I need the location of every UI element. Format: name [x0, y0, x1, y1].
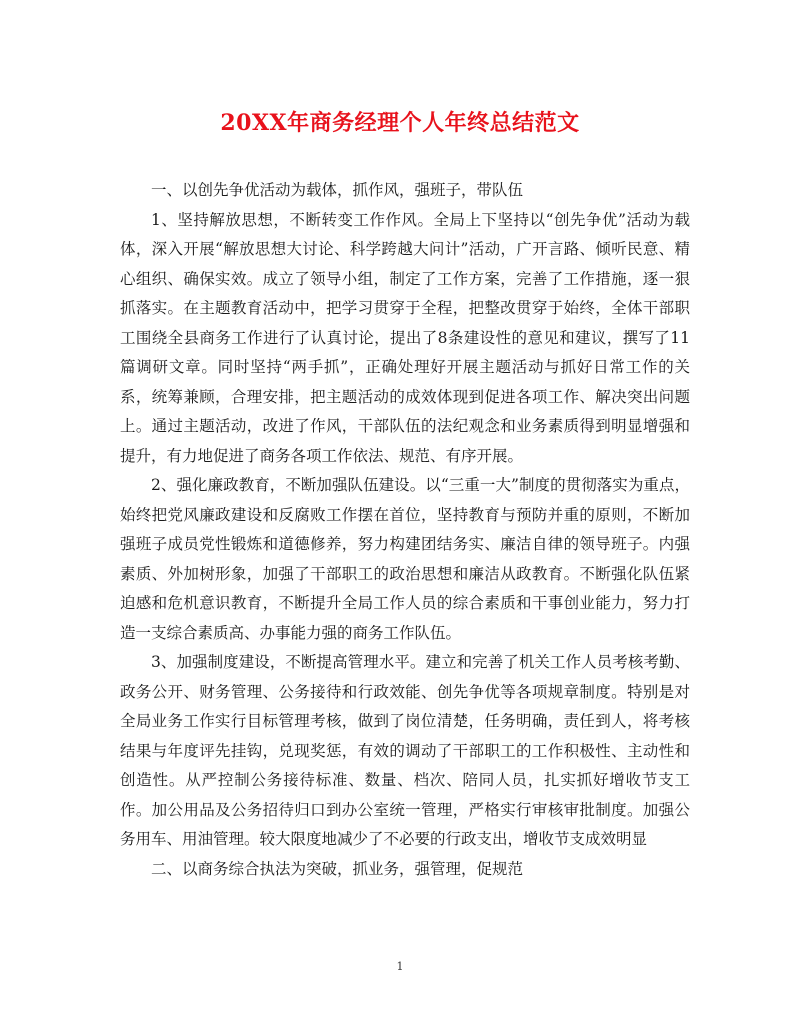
section-heading-2: 二、以商务综合执法为突破，抓业务，强管理，促规范	[151, 859, 524, 878]
document-title: 20XX年商务经理个人年终总结范文	[220, 110, 580, 136]
paragraph-2: 2、强化廉政教育，不断加强队伍建设。以“三重一大”制度的贯彻落实为重点，始终把党风廉政建设和反腐败工作摆在首位，坚持教育与预防并重的原则，不断加强班子成员党性锻炼和道德修养，努力构建团结务实、廉洁自律的领导班子。内强素质、外加树形象，加强了干部职工的政治思想和廉洁从政教育。不断强化队伍紧迫感和危机意识教育，不断提升全局工作人员的综合素质和干事创业能力，努力打造一支综合素质高、办事能力强的商务工作队伍。	[120, 476, 690, 642]
section-heading-1: 一、以创先争优活动为载体，抓作风，强班子，带队伍	[151, 181, 524, 199]
document-body	[120, 176, 690, 884]
page-number: 1	[396, 960, 404, 973]
paragraph-3: 3、加强制度建设，不断提高管理水平。建立和完善了机关工作人员考核考勤、政务公开、财务管理、公务接待和行政效能、创先争优等各项规章制度。特别是对全局业务工作实行目标管理考核，做到了岗位清楚，任务明确，责任到人，将考核结果与年度评先挂钩，兑现奖惩，有效的调动了干部职工的工作积极性、主动性和创造性。从严控制公务接待标准、数量、档次、陪同人员，扎实抓好增收节支工作。加公用品及公务招待归口到办公室统一管理，严格实行审核审批制度。加强公务用车、用油管理。较大限度地减少了不必要的行政支出，增收节支成效明显	[120, 653, 690, 848]
paragraph-1: 1、坚持解放思想，不断转变工作作风。全局上下坚持以“创先争优”活动为载体，深入开展“解放思想大讨论、科学跨越大问计”活动，广开言路、倾听民意、精心组织、确保实效。成立了领导小组，制定了工作方案，完善了工作措施，逐一狠抓落实。在主题教育活动中，把学习贯穿于全程，把整改贯穿于始终，全体干部职工围绕全县商务工作进行了认真讨论，提出了8条建设性的意见和建议，撰写了11篇调研文章。同时坚持“两手抓”，正确处理好开展主题活动与抓好日常工作的关系，统筹兼顾，合理安排，把主题活动的成效体现到促进各项工作、解决突出问题上。通过主题活动，改进了作风，干部队伍的法纪观念和业务素质得到明显增强和提升，有力地促进了商务各项工作依法、规范、有序开展。	[120, 210, 690, 465]
